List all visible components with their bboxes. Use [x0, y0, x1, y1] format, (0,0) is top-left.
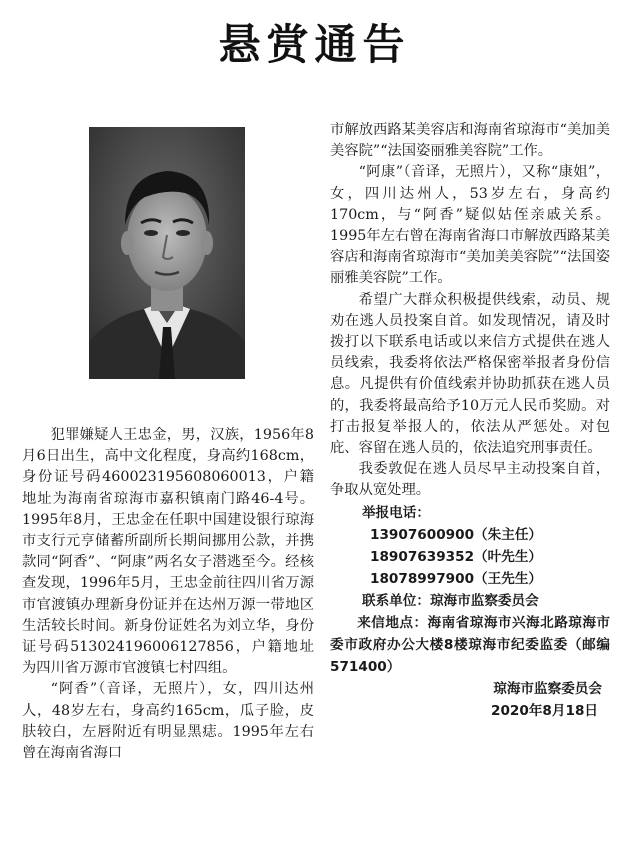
suspect-description-paragraph: 犯罪嫌疑人王忠金，男，汉族，1956年8月6日出生，高中文化程度，身高约168cm，身份证号码460023195608060013，户籍地址为海南省琼海市嘉积镇南门路46-4号。1995年8月，王忠金在任职中国建设银行琼海市支行元亨储蓄所副所长期间挪用公款，并携款同“阿香”、“阿康”两名女子潜逃至今。经核查发现，1996年5月，王忠金前往四川省万源市官渡镇办理新身份证并在达州万源一带地区生活较长时间。新身份证姓名为刘立华，身份证号码513024196006127856，户籍地址为四川省万源市官渡镇七村四组。 — [22, 427, 314, 677]
suspect-photo — [89, 127, 245, 379]
report-phone-label: 举报电话： — [362, 504, 430, 521]
signature-org: 琼海市监察委员会 — [493, 680, 602, 697]
mailing-address: 来信地点：海南省琼海市兴海北路琼海市委市政府办公大楼8楼琼海市纪委监委（邮编571400） — [330, 614, 610, 675]
a-kang-description-paragraph: “阿康”（音译，无照片），又称“康姐”，女，四川达州人，53岁左右，身高约170cm，与“阿香”疑似姑侄亲戚关系。1995年左右曾在海南省海口市解放西路某美容店和海南省琼海市“美加美美容院”“法国姿丽雅美容院”工作。 — [330, 164, 610, 287]
right-column — [330, 120, 610, 722]
report-phone-1: 13907600900（朱主任） — [370, 526, 543, 543]
report-phone-3: 18078997900（王先生） — [370, 570, 543, 587]
suspect-portrait-image — [89, 127, 245, 379]
a-xiang-description-paragraph: “阿香”（音译，无照片），女，四川达州人，48岁左右，身高约165cm，瓜子脸，皮肤较白，左唇附近有明显黑痣。1995年左右曾在海南省海口 — [22, 681, 314, 762]
surrender-urge-paragraph: 我委敦促在逃人员尽早主动投案自首，争取从宽处理。 — [330, 461, 610, 499]
appeal-paragraph: 希望广大群众积极提供线索，动员、规劝在逃人员投案自首。如发现情况，请及时拨打以下联系电话或以来信方式提供在逃人员线索，我委将依法严格保密举报者身份信息。凡提供有价值线索并协助抓获在逃人员的，我委将最高给予10万元人民币奖励。对打击报复举报人的，依法从严惩处。对包庇、容留在逃人员的，依法追究刑事责任。 — [330, 291, 610, 457]
notice-date: 2020年8月18日 — [491, 702, 598, 719]
notice-title: 悬赏通告 — [218, 20, 411, 69]
contact-unit: 联系单位：琼海市监察委员会 — [362, 592, 539, 609]
left-column — [22, 425, 314, 764]
report-phone-2: 18907639352（叶先生） — [370, 548, 543, 565]
a-xiang-description-continued: 市解放西路某美容店和海南省琼海市“美加美美容院”“法国姿丽雅美容院”工作。 — [330, 122, 610, 160]
